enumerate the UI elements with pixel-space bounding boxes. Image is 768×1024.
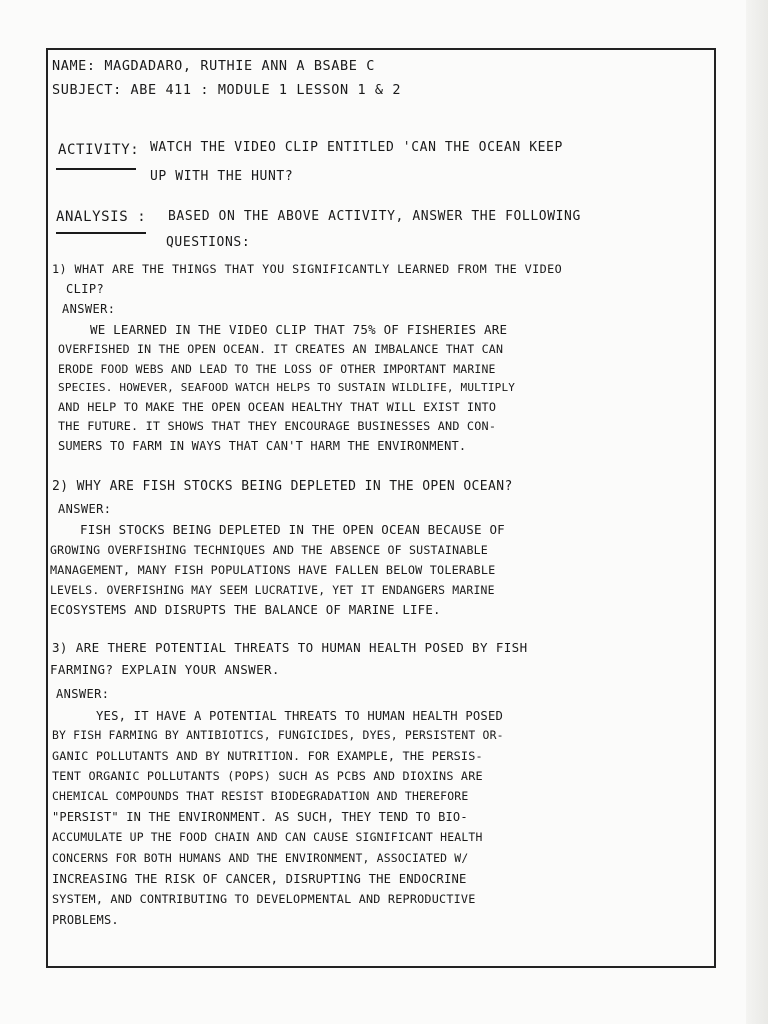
q1-answer-line-7: SUMERS TO FARM IN WAYS THAT CAN'T HARM THE ENVIRONMENT. (58, 439, 467, 453)
q1-answer-label: ANSWER: (62, 302, 116, 316)
q3-answer-label: ANSWER: (56, 687, 110, 701)
q3-question-line-2: FARMING? EXPLAIN YOUR ANSWER. (50, 662, 280, 677)
analysis-label: ANALYSIS : (56, 209, 147, 225)
q3-answer-line-9: INCREASING THE RISK OF CANCER, DISRUPTING THE ENDOCRINE (52, 872, 467, 886)
q1-answer-line-4: SPECIES. HOWEVER, SEAFOOD WATCH HELPS TO SUSTAIN WILDLIFE, MULTIPLY (58, 381, 516, 394)
q1-answer-line-3: ERODE FOOD WEBS AND LEAD TO THE LOSS OF OTHER IMPORTANT MARINE (58, 362, 496, 376)
q2-question-line-1: 2) WHY ARE FISH STOCKS BEING DEPLETED IN THE OPEN OCEAN? (52, 479, 513, 494)
activity-label: ACTIVITY: (58, 142, 140, 158)
analysis-underline (56, 232, 146, 234)
q3-answer-line-7: ACCUMULATE UP THE FOOD CHAIN AND CAN CAUSE SIGNIFICANT HEALTH (52, 830, 483, 844)
q3-answer-line-8: CONCERNS FOR BOTH HUMANS AND THE ENVIRONMENT, ASSOCIATED W/ (52, 851, 469, 865)
activity-underline (56, 168, 136, 170)
analysis-text-line-2: QUESTIONS: (166, 235, 251, 250)
q2-answer-line-4: LEVELS. OVERFISHING MAY SEEM LUCRATIVE, YET IT ENDANGERS MARINE (50, 583, 495, 597)
analysis-text-line-1: BASED ON THE ABOVE ACTIVITY, ANSWER THE FOLLOWING (168, 209, 581, 224)
q3-answer-line-11: PROBLEMS. (52, 913, 119, 927)
q3-answer-line-2: BY FISH FARMING BY ANTIBIOTICS, FUNGICIDES, DYES, PERSISTENT OR- (52, 728, 504, 742)
q1-answer-line-2: OVERFISHED IN THE OPEN OCEAN. IT CREATES AN IMBALANCE THAT CAN (58, 342, 504, 356)
q2-answer-line-1: FISH STOCKS BEING DEPLETED IN THE OPEN OCEAN BECAUSE OF (80, 522, 505, 537)
q2-answer-label: ANSWER: (58, 502, 112, 516)
q3-answer-line-10: SYSTEM, AND CONTRIBUTING TO DEVELOPMENTAL AND REPRODUCTIVE (52, 892, 476, 906)
q3-answer-line-3: GANIC POLLUTANTS AND BY NUTRITION. FOR EXAMPLE, THE PERSIS- (52, 749, 483, 763)
q1-answer-line-1: WE LEARNED IN THE VIDEO CLIP THAT 75% OF FISHERIES ARE (90, 322, 508, 337)
q2-answer-line-3: MANAGEMENT, MANY FISH POPULATIONS HAVE FALLEN BELOW TOLERABLE (50, 563, 496, 577)
activity-text-line-1: WATCH THE VIDEO CLIP ENTITLED 'CAN THE OCEAN KEEP (150, 140, 563, 155)
q1-answer-line-5: AND HELP TO MAKE THE OPEN OCEAN HEALTHY THAT WILL EXIST INTO (58, 400, 497, 414)
subject-line: SUBJECT: ABE 411 : MODULE 1 LESSON 1 & 2 (52, 82, 402, 98)
q1-answer-line-6: THE FUTURE. IT SHOWS THAT THEY ENCOURAGE BUSINESSES AND CON- (58, 419, 497, 433)
q2-answer-line-2: GROWING OVERFISHING TECHNIQUES AND THE ABSENCE OF SUSTAINABLE (50, 543, 488, 557)
q2-answer-line-5: ECOSYSTEMS AND DISRUPTS THE BALANCE OF MARINE LIFE. (50, 602, 441, 617)
activity-text-line-2: UP WITH THE HUNT? (150, 169, 294, 184)
q1-question-line-2: CLIP? (66, 282, 105, 296)
q3-answer-line-5: CHEMICAL COMPOUNDS THAT RESIST BIODEGRADATION AND THEREFORE (52, 789, 469, 803)
student-name-line: NAME: MAGDADARO, RUTHIE ANN A BSABE C (52, 58, 375, 74)
q3-question-line-1: 3) ARE THERE POTENTIAL THREATS TO HUMAN HEALTH POSED BY FISH (52, 640, 528, 655)
q1-question-line-1: 1) WHAT ARE THE THINGS THAT YOU SIGNIFICANTLY LEARNED FROM THE VIDEO (52, 262, 563, 276)
q3-answer-line-4: TENT ORGANIC POLLUTANTS (POPS) SUCH AS PCBS AND DIOXINS ARE (52, 769, 483, 783)
q3-answer-line-6: "PERSIST" IN THE ENVIRONMENT. AS SUCH, THEY TEND TO BIO- (52, 810, 468, 824)
paper-edge-shadow (746, 0, 768, 1024)
q3-answer-line-1: YES, IT HAVE A POTENTIAL THREATS TO HUMAN HEALTH POSED (96, 709, 504, 723)
